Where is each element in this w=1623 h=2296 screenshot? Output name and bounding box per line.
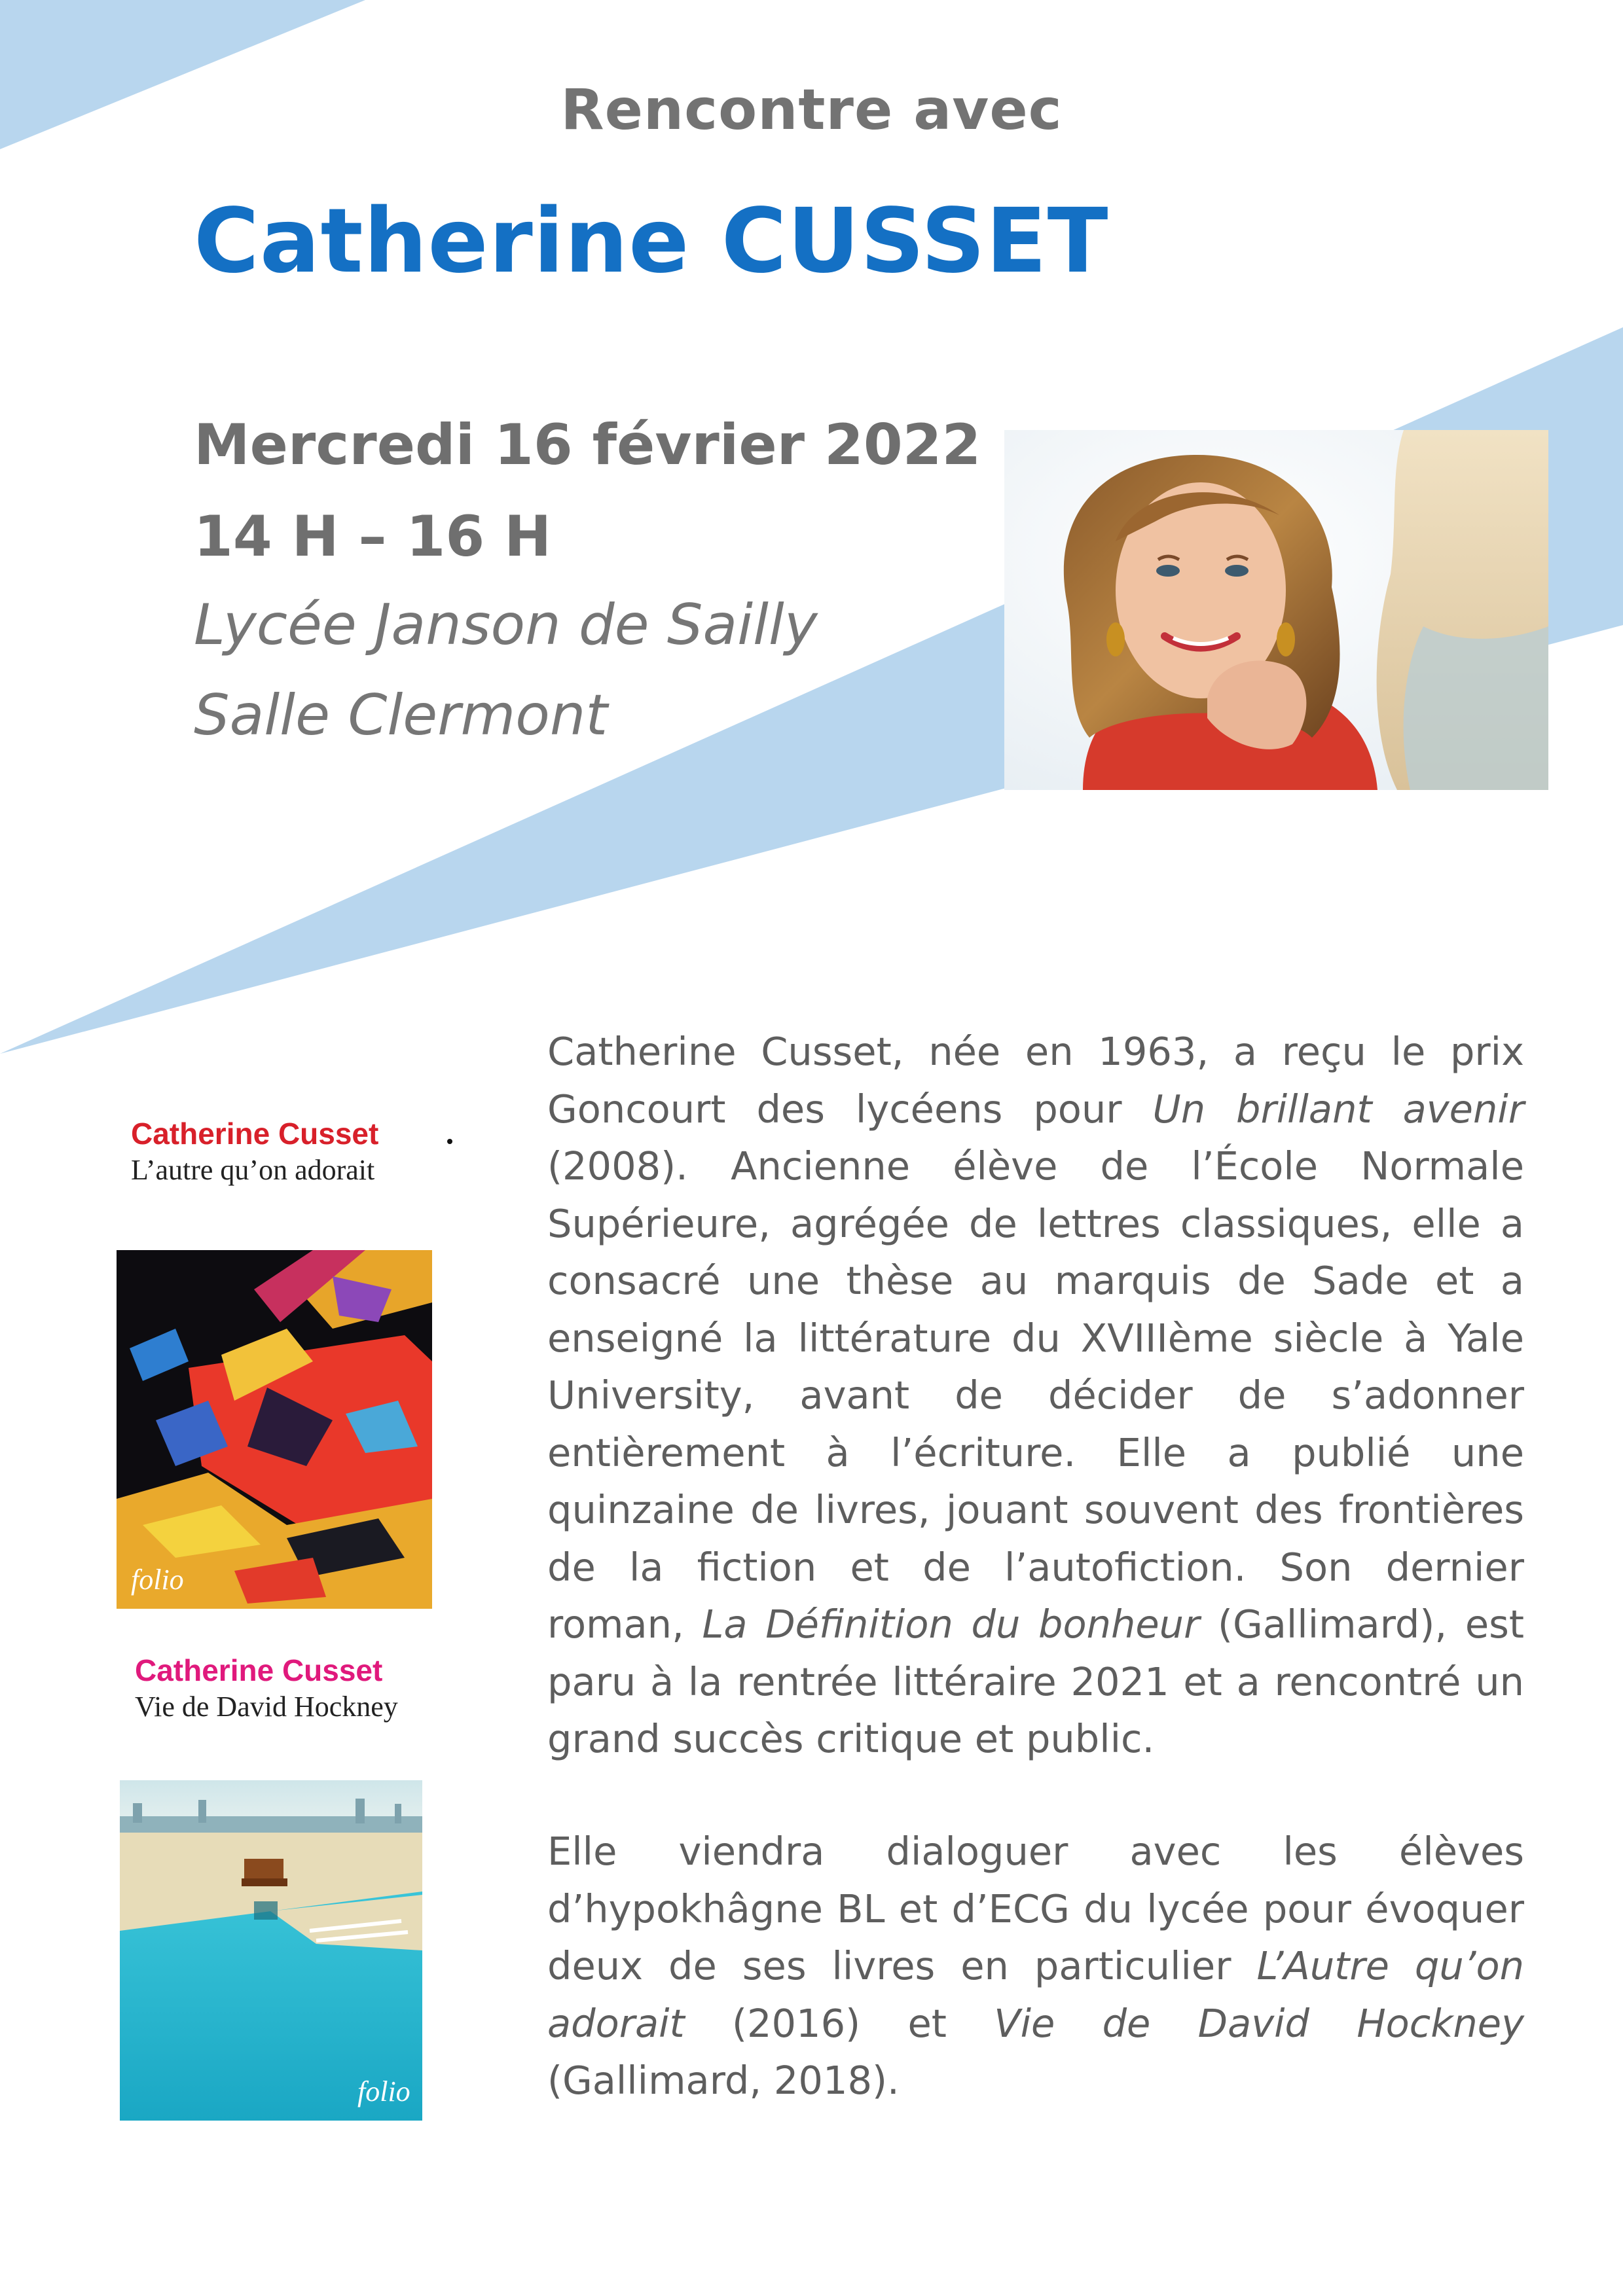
- event-time: 14 H – 16 H: [194, 504, 552, 569]
- book-title-la-definition-du-bonheur: La Définition du bonheur: [702, 1602, 1200, 1647]
- pretitle: Rencontre avec: [560, 77, 1063, 143]
- book-title-lautre-quon-adorait: L’Autre qu’on adorait: [547, 1943, 1524, 2046]
- book1-cover: [117, 1250, 432, 1609]
- book-title-vie-de-david-hockney: Vie de David Hockney: [994, 2000, 1524, 2046]
- event-room: Salle Clermont: [194, 683, 608, 748]
- bio-paragraph-2: Elle viendra dialoguer avec les élèves d’hypokhâgne BL et d’ECG du lycée pour évoquer deux de ses livres en particulier L’Autre qu’on adorait (2016) et Vie de David Hockney (Gallimard, 2018).: [547, 1829, 1524, 2103]
- decorative-dot: [447, 1139, 452, 1144]
- book-title-un-brillant-avenir: Un brillant avenir: [1152, 1086, 1524, 1132]
- book1-author: Catherine Cusset: [131, 1117, 379, 1151]
- author-name: Catherine CUSSET: [194, 190, 1109, 293]
- event-date: Mercredi 16 février 2022: [194, 412, 981, 478]
- book2-cover: [120, 1780, 422, 2121]
- book1-title: L’autre qu’on adorait: [131, 1154, 375, 1186]
- folio-logo: folio: [357, 2075, 410, 2108]
- author-portrait: [1004, 430, 1548, 790]
- bio-paragraph-1: Catherine Cusset, née en 1963, a reçu le prix Goncourt des lycéens pour Un brillant avenir (2008). Ancienne élève de l’École Normale Supérieure, agrégée de lettres classiques, elle a consacré une thèse au marquis de Sade et a enseigné la littérature du XVIIIème siècle à Yale University, avant de décider de s’adonner entièrement à l’écriture. Elle a publié une quinzaine de livres, jouant souvent des frontières de la fiction et de l’autofiction. Son dernier roman, La Définition du bonheur (Gallimard), est paru à la rentrée littéraire 2021 et a rencontré un grand succès critique et public.: [547, 1029, 1524, 1761]
- event-venue: Lycée Janson de Sailly: [194, 592, 818, 658]
- book2-title: Vie de David Hockney: [135, 1691, 398, 1723]
- book2-author: Catherine Cusset: [135, 1653, 383, 1687]
- folio-logo: folio: [131, 1564, 184, 1596]
